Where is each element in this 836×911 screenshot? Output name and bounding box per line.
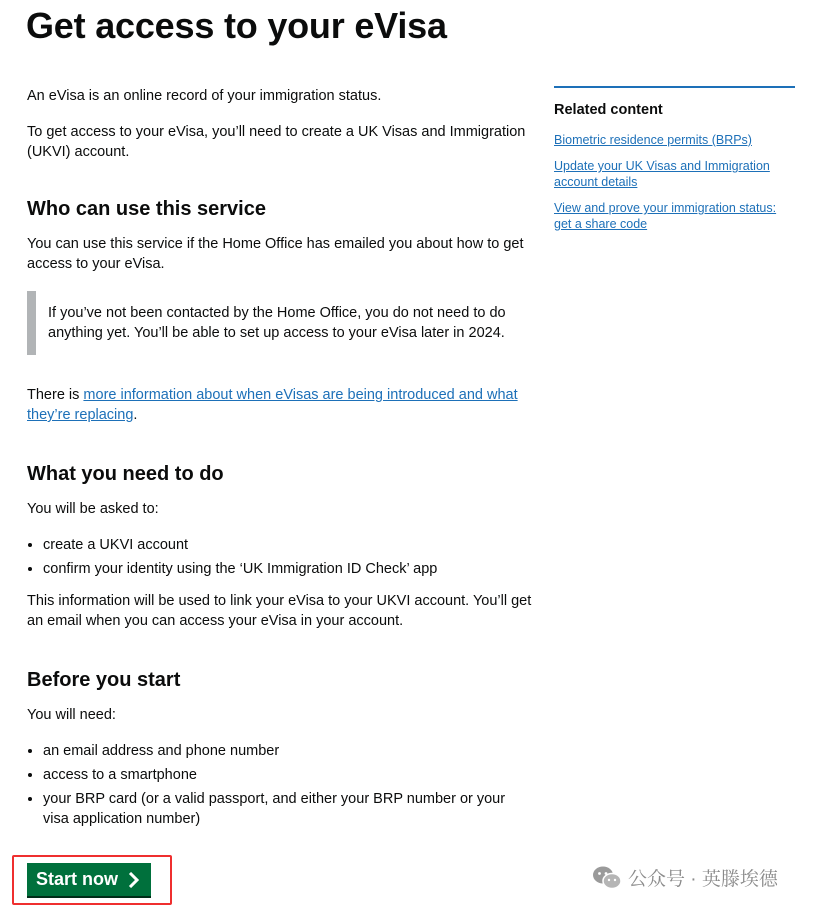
list-item: • access to a smartphone xyxy=(43,765,532,785)
more-info-prefix: There is xyxy=(27,387,84,403)
what-lead: You will be asked to: xyxy=(27,501,159,517)
more-info-link[interactable]: more information about when eVisas are being introduced and what they’re replacing xyxy=(27,387,518,423)
start-now-label: Start now xyxy=(36,869,119,889)
watermark xyxy=(592,864,778,891)
who-can-use-text: You can use this service if the Home Office has emailed you about how to get access to your eVisa. xyxy=(27,236,524,272)
list-item xyxy=(554,200,795,232)
list-item xyxy=(554,158,795,190)
intro-paragraph-2: To get access to your eVisa, you’ll need to create a UK Visas and Immigration (UKVI) account. xyxy=(27,124,526,160)
main-content xyxy=(27,86,532,833)
highlight-box xyxy=(12,855,172,905)
what-list xyxy=(27,535,532,579)
list-item: • an email address and phone number xyxy=(43,741,532,761)
more-info-suffix: . xyxy=(133,407,138,423)
more-info-paragraph xyxy=(27,385,532,425)
page-title: Get access to your eVisa xyxy=(26,5,447,46)
related-link-share-code[interactable]: View and prove your immigration status: get a share code xyxy=(554,201,777,231)
wechat-icon xyxy=(592,865,622,891)
heading-who-can-use: Who can use this service xyxy=(27,198,266,220)
related-content-heading: Related content xyxy=(554,102,663,118)
before-lead: You will need: xyxy=(27,707,116,723)
related-link-update-account[interactable]: Update your UK Visas and Immigration account details xyxy=(554,159,770,189)
list-item xyxy=(554,132,795,148)
before-list xyxy=(27,741,532,829)
what-after: This information will be used to link your eVisa to your UKVI account. You’ll get an email when you can access your eVisa in your account. xyxy=(27,593,532,629)
list-item: • your BRP card (or a valid passport, and either your BRP number or your visa application number) xyxy=(43,789,532,829)
list-item: • create a UKVI account xyxy=(43,535,532,555)
related-links xyxy=(554,132,795,232)
heading-before-you-start: Before you start xyxy=(27,669,181,691)
related-content xyxy=(554,86,795,242)
inset-text: If you’ve not been contacted by the Home Office, you do not need to do anything yet. You’ll be able to set up access to your eVisa later in 2024. xyxy=(48,305,506,341)
intro-paragraph-1: An eVisa is an online record of your immigration status. xyxy=(27,88,382,104)
watermark-text: 公众号 · 英滕埃德 xyxy=(628,869,778,890)
heading-what-you-need: What you need to do xyxy=(27,463,224,485)
inset-notice xyxy=(27,291,532,355)
related-link-brp[interactable]: Biometric residence permits (BRPs) xyxy=(554,133,752,147)
list-item: • confirm your identity using the ‘UK Immigration ID Check’ app xyxy=(43,559,532,579)
